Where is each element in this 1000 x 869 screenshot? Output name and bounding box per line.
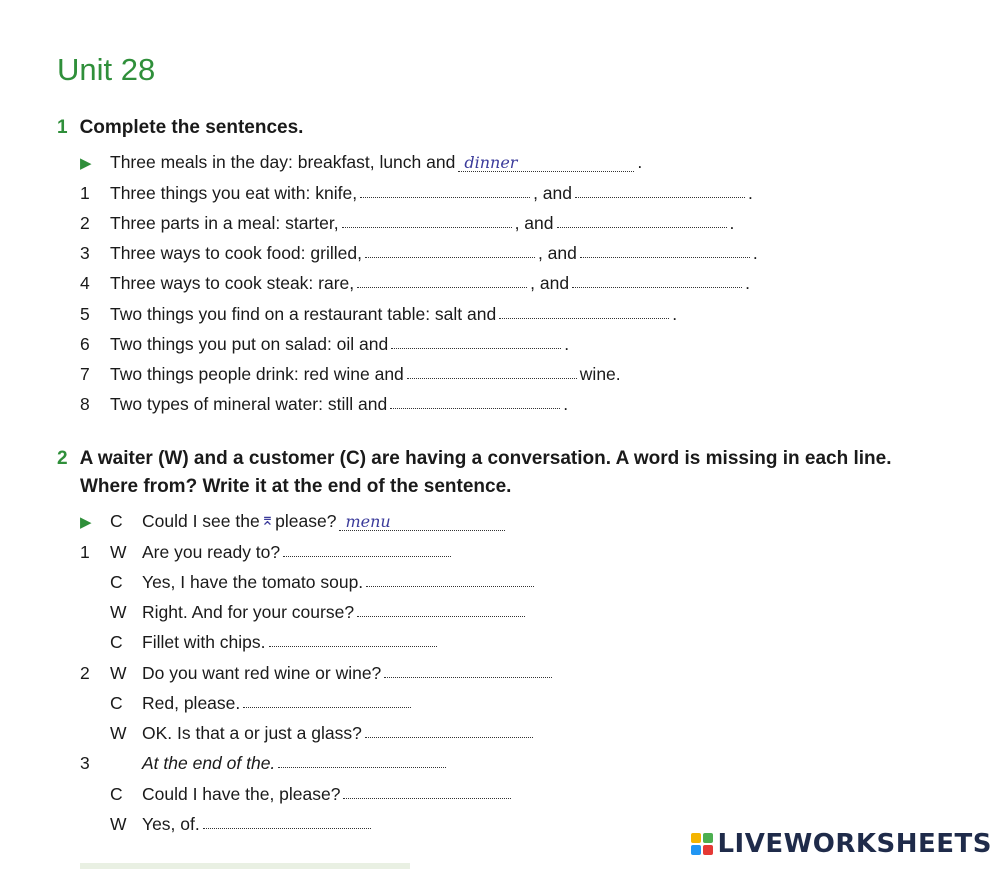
item-end: . bbox=[563, 394, 569, 414]
speaker-label: W bbox=[110, 663, 127, 683]
dialogue-line bbox=[80, 572, 537, 596]
answer-blank[interactable] bbox=[278, 753, 446, 768]
speaker-label: W bbox=[110, 602, 127, 622]
answer-blank[interactable] bbox=[366, 572, 534, 587]
answer-blank[interactable] bbox=[575, 183, 745, 198]
item-text: Three parts in a meal: starter, bbox=[110, 213, 339, 233]
line-number: 3 bbox=[80, 753, 90, 773]
section1-item-6 bbox=[80, 334, 569, 358]
dialogue-line bbox=[80, 753, 449, 777]
answer-blank[interactable] bbox=[365, 243, 535, 258]
dialogue-line bbox=[80, 784, 514, 808]
line-text: Are you ready to? bbox=[142, 542, 281, 562]
logo-icon bbox=[691, 833, 713, 855]
answer-blank[interactable] bbox=[342, 213, 512, 228]
answer-blank[interactable] bbox=[365, 723, 533, 738]
line-text: Right. And for your course? bbox=[142, 602, 355, 622]
item-number: 8 bbox=[80, 394, 90, 414]
answer-blank[interactable] bbox=[203, 814, 371, 829]
line-number: 1 bbox=[80, 542, 90, 562]
line-text: OK. Is that a or just a glass? bbox=[142, 723, 362, 743]
speaker-label: C bbox=[110, 511, 123, 531]
play-arrow-icon: ▶ bbox=[80, 155, 92, 172]
line-text: Fillet with chips. bbox=[142, 632, 266, 652]
item-text: Three ways to cook steak: rare, bbox=[110, 273, 355, 293]
item-connector: , and bbox=[514, 213, 554, 233]
item-number: 2 bbox=[80, 213, 90, 233]
example-answer: menu bbox=[339, 512, 505, 531]
item-text: Two types of mineral water: still and bbox=[110, 394, 388, 414]
item-number: 5 bbox=[80, 304, 90, 324]
section1-item-2 bbox=[80, 213, 734, 237]
logo-text: LIVEWORKSHEETS bbox=[717, 829, 992, 859]
line-text: At the end of the. bbox=[142, 753, 276, 773]
page-edge-strip bbox=[80, 863, 410, 869]
speaker-label: W bbox=[110, 723, 127, 743]
dialogue-line bbox=[80, 632, 440, 656]
section2-title-line2: Where from? Write it at the end of the sentence. bbox=[80, 476, 512, 497]
section2-number: 2 bbox=[57, 448, 68, 469]
answer-blank[interactable] bbox=[357, 602, 525, 617]
dialogue-line bbox=[80, 663, 555, 687]
answer-blank[interactable] bbox=[499, 304, 669, 319]
item-text: Two things you put on salad: oil and bbox=[110, 334, 389, 354]
line-number: 2 bbox=[80, 663, 90, 683]
speaker-label: C bbox=[110, 693, 123, 713]
item-number: 1 bbox=[80, 183, 90, 203]
item-end: . bbox=[745, 273, 750, 293]
speaker-label: C bbox=[110, 784, 123, 804]
example-text-before: Could I see the bbox=[142, 511, 260, 531]
item-text: Two things people drink: red wine and bbox=[110, 364, 404, 384]
speaker-label: W bbox=[110, 814, 127, 834]
section1-item-5 bbox=[80, 304, 677, 328]
answer-blank[interactable] bbox=[384, 663, 552, 678]
line-text: Yes, of. bbox=[142, 814, 200, 834]
item-connector: , and bbox=[530, 273, 570, 293]
example-answer: dinner bbox=[458, 153, 634, 172]
item-number: 6 bbox=[80, 334, 90, 354]
item-text: Three ways to cook food: grilled, bbox=[110, 243, 362, 263]
section1-number: 1 bbox=[57, 117, 68, 138]
answer-blank[interactable] bbox=[407, 364, 577, 379]
answer-blank[interactable] bbox=[580, 243, 750, 258]
section1-item-4 bbox=[80, 273, 750, 297]
speaker-label: C bbox=[110, 572, 123, 592]
section2-example bbox=[80, 511, 508, 535]
section1-item-7 bbox=[80, 364, 621, 388]
section2-title-line1: A waiter (W) and a customer (C) are having a conversation. A word is missing in each line. bbox=[79, 448, 892, 469]
example-text-after: please? bbox=[275, 511, 337, 531]
item-end: . bbox=[752, 243, 758, 263]
line-text: Could I have the, please? bbox=[142, 784, 341, 804]
section2-heading bbox=[57, 448, 892, 470]
answer-blank[interactable] bbox=[572, 273, 742, 288]
insert-caret-icon: ⌆ bbox=[260, 512, 275, 529]
answer-blank[interactable] bbox=[360, 183, 530, 198]
section1-heading bbox=[57, 117, 303, 139]
example-text: Three meals in the day: breakfast, lunch and bbox=[110, 152, 456, 172]
section1-title: Complete the sentences. bbox=[79, 117, 304, 138]
section1-item-3 bbox=[80, 243, 758, 267]
item-end: . bbox=[672, 304, 678, 324]
speaker-label: C bbox=[110, 632, 123, 652]
item-end: . bbox=[729, 213, 735, 233]
item-text: Three things you eat with: knife, bbox=[110, 183, 358, 203]
item-end: wine. bbox=[579, 364, 621, 384]
answer-blank[interactable] bbox=[343, 784, 511, 799]
item-text: Two things you find on a restaurant table: salt and bbox=[110, 304, 497, 324]
item-connector: , and bbox=[533, 183, 573, 203]
unit-title: Unit 28 bbox=[57, 52, 156, 87]
answer-blank[interactable] bbox=[357, 273, 527, 288]
item-connector: , and bbox=[537, 243, 577, 263]
dialogue-line bbox=[80, 814, 374, 838]
section1-example bbox=[80, 152, 642, 176]
dialogue-line bbox=[80, 693, 414, 717]
answer-blank[interactable] bbox=[557, 213, 727, 228]
answer-blank[interactable] bbox=[269, 632, 437, 647]
answer-blank[interactable] bbox=[390, 394, 560, 409]
example-end: . bbox=[637, 152, 643, 172]
item-number: 4 bbox=[80, 273, 90, 293]
item-number: 3 bbox=[80, 243, 90, 263]
line-text: Do you want red wine or wine? bbox=[142, 663, 382, 683]
dialogue-line bbox=[80, 542, 454, 566]
dialogue-line bbox=[80, 723, 536, 747]
answer-blank[interactable] bbox=[283, 542, 451, 557]
answer-blank[interactable] bbox=[391, 334, 561, 349]
answer-blank[interactable] bbox=[243, 693, 411, 708]
speaker-label: W bbox=[110, 542, 127, 562]
section1-item-8 bbox=[80, 394, 568, 418]
dialogue-line bbox=[80, 602, 528, 626]
section1-item-1 bbox=[80, 183, 753, 207]
item-end: . bbox=[564, 334, 570, 354]
line-text: Red, please. bbox=[142, 693, 241, 713]
line-text: Yes, I have the tomato soup. bbox=[142, 572, 364, 592]
play-arrow-icon: ▶ bbox=[80, 514, 92, 531]
item-number: 7 bbox=[80, 364, 90, 384]
liveworksheets-logo bbox=[691, 829, 992, 859]
item-end: . bbox=[748, 183, 753, 203]
